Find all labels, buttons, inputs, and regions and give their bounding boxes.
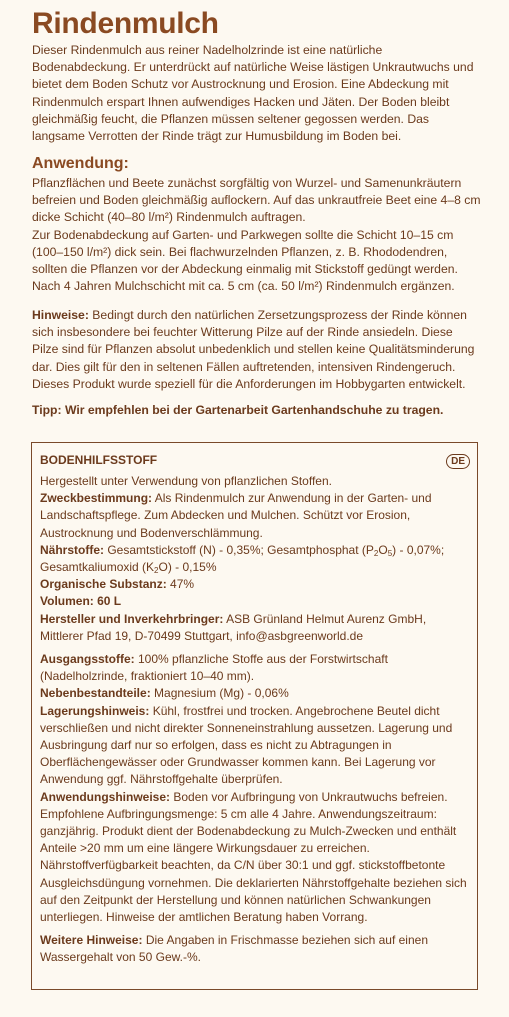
anwendung-section: [32, 175, 482, 295]
ausgang-paragraph: [40, 651, 470, 685]
zweck-label: Zweckbestimmung:: [40, 491, 153, 506]
neben-paragraph: [40, 685, 470, 702]
hersteller-paragraph: [40, 611, 470, 645]
naehrstoffe-sub-2: 5: [387, 548, 393, 558]
hersteller-text: ASB Grünland Helmut Aurenz GmbH, Mittlerer Pfad 19, D-70499 Stuttgart, info@asbgreenworld.de: [40, 611, 427, 643]
neben-text: Magnesium (Mg) - 0,06%: [150, 686, 289, 701]
ausgang-text: 100% pflanzliche Stoffe aus der Forstwirtschaft (Nadelholzrinde, fraktioniert 10–40 mm).: [40, 652, 388, 684]
country-badge: DE: [446, 454, 470, 469]
naehrstoffe-label: Nährstoffe:: [40, 542, 105, 557]
anwendungshinweise-text: Boden vor Aufbringung von Unkrautwuchs befreien. Empfohlene Aufbringungsmenge: 5 cm alle 4 Jahre. Anwendungszeitraum: ganzjährig. Produkt dient der Bodenabdeckung zu Mulch-Zwecken und enthält Anteile >20 mm um eine längere Wirkungsdauer zu erreichen. Nährstoffverfügbarkeit beachten, da C/N über 30:1 und ggf. stickstoffbetonte Ausgleichsdüngung vornehmen. Die deklarierten Nährstoffgehalte beziehen sich auf den Zeitpunkt der Herstellung und können natürlichen Schwankungen unterliegen. Hinweise der amtlichen Beratung haben Vorrang.: [40, 789, 467, 925]
weitere-label: Weitere Hinweise:: [40, 933, 143, 948]
bodenhilfsstoff-box: [31, 442, 478, 990]
tipp-text: Tipp: Wir empfehlen bei der Gartenarbeit Gartenhandschuhe zu tragen.: [32, 403, 444, 417]
organisch-paragraph: [40, 576, 470, 593]
hinweis-text: Bedingt durch den natürlichen Zersetzungsprozess der Rinde können sich insbesondere bei feuchter Witterung Pilze auf der Rinde ansiedeln. Diese Pilze sind für Pflanzen absolut unbedenklich und stellen keine Qualitätsminderung dar. Dies gilt für den in seltenen Fällen auftretenden, intensiven Rindengeruch. Dieses Produkt wurde speziell für die Anforderungen im Hobbygarten entwickelt.: [32, 308, 475, 391]
page-title: Rindenmulch: [32, 7, 219, 40]
box-header: [40, 452, 470, 470]
box-title: BODENHILFSSTOFF: [40, 453, 158, 468]
volumen-label: Volumen: 60 L: [40, 594, 122, 609]
anwendungshinweise-label: Anwendungshinweise:: [40, 789, 171, 804]
anwendung-heading: Anwendung:: [32, 155, 129, 172]
lager-text: Kühl, frostfrei und trocken. Angebrochene Beutel dicht verschließen und nicht direkter Sonneneinstrahlung aussetzen. Lagerung und Ausbringung darf nur so erfolgen, dass es nicht zu Abtragungen in Oberflächengewässer oder Grundwasser kommen kann. Bei Lagerung vor Anwendung ggf. Nährstoffgehalte überprüfen.: [40, 703, 453, 787]
weitere-text: Die Angaben in Frischmasse beziehen sich auf einen Wassergehalt von 50 Gew.-%.: [40, 933, 428, 965]
naehrstoffe-text-d: O) - 0,15%: [158, 560, 217, 575]
naehrstoffe-text-a: Gesamtstickstoff (N) - 0,35%; Gesamtphosphat (P: [104, 542, 374, 557]
hinweis-label: Hinweise:: [32, 308, 89, 322]
organisch-text: 47%: [166, 577, 195, 592]
naehrstoffe-sub-3: 2: [154, 566, 159, 576]
naehrstoffe-sub-1: 2: [373, 548, 379, 558]
hersteller-label: Hersteller und Inverkehrbringer:: [40, 611, 224, 626]
box-content: [40, 452, 470, 967]
neben-label: Nebenbestandteile:: [40, 686, 151, 701]
ausgang-label: Ausgangsstoffe:: [40, 652, 135, 667]
hinweis-paragraph: [32, 307, 482, 393]
lager-label: Lagerungshinweis:: [40, 703, 150, 718]
naehrstoffe-text-c: ) - 0,07%; Gesamtkaliumoxid (K: [40, 542, 445, 575]
anwendung-paragraph-2: Zur Bodenabdeckung auf Garten- und Parkwegen sollte die Schicht 10–15 cm (100–150 l/m²) dick sein. Bei flachwurzelnden Pflanzen, z. B. Rhododendren, sollten die Pflanzen vor der Abdeckung einmalig mit Stickstoff gedüngt werden. Nach 4 Jahren Mulchschicht mit ca. 5 cm (ca. 50 l/m²) Rindenmulch ergänzen.: [32, 227, 458, 294]
anwendung-paragraph-1: Pflanzflächen und Beete zunächst sorgfältig von Wurzel- und Samenunkräutern befreien und Boden gleichmäßig auflockern. Auf das unkrautfreie Beet eine 4–8 cm dicke Schicht (40–80 l/m²) Rindenmulch auftragen.: [32, 176, 481, 225]
naehrstoffe-paragraph: [40, 542, 470, 576]
weitere-paragraph: [40, 932, 470, 966]
organisch-label: Organische Substanz:: [40, 577, 167, 592]
lager-paragraph: [40, 703, 470, 789]
naehrstoffe-text-b: O: [378, 542, 388, 557]
anwendungshinweise-paragraph: [40, 789, 470, 927]
made-text: Hergestellt unter Verwendung von pflanzlichen Stoffen.: [40, 474, 332, 488]
zweck-text: Als Rindenmulch zur Anwendung in der Garten- und Landschaftspflege. Zum Abdecken und Mulchen. Schützt vor Erosion, Austrocknung und Bodenverschlämmung.: [40, 491, 432, 540]
zweck-paragraph: [40, 490, 470, 542]
intro-text: Dieser Rindenmulch aus reiner Nadelholzrinde ist eine natürliche Bodenabdeckung. Er unterdrückt auf natürliche Weise lästigen Unkrautwuchs und bietet dem Boden Schutz vor Austrocknung und Erosion. Eine Abdeckung mit Rindenmulch erspart Ihnen aufwendiges Hacken und Jäten. Der Boden bleibt gleichmäßig feucht, die Pflanzen müssen seltener gegossen werden. Das langsame Verrotten der Rinde trägt zur Humusbildung im Boden bei.: [32, 43, 474, 144]
volumen-text: [40, 593, 470, 610]
